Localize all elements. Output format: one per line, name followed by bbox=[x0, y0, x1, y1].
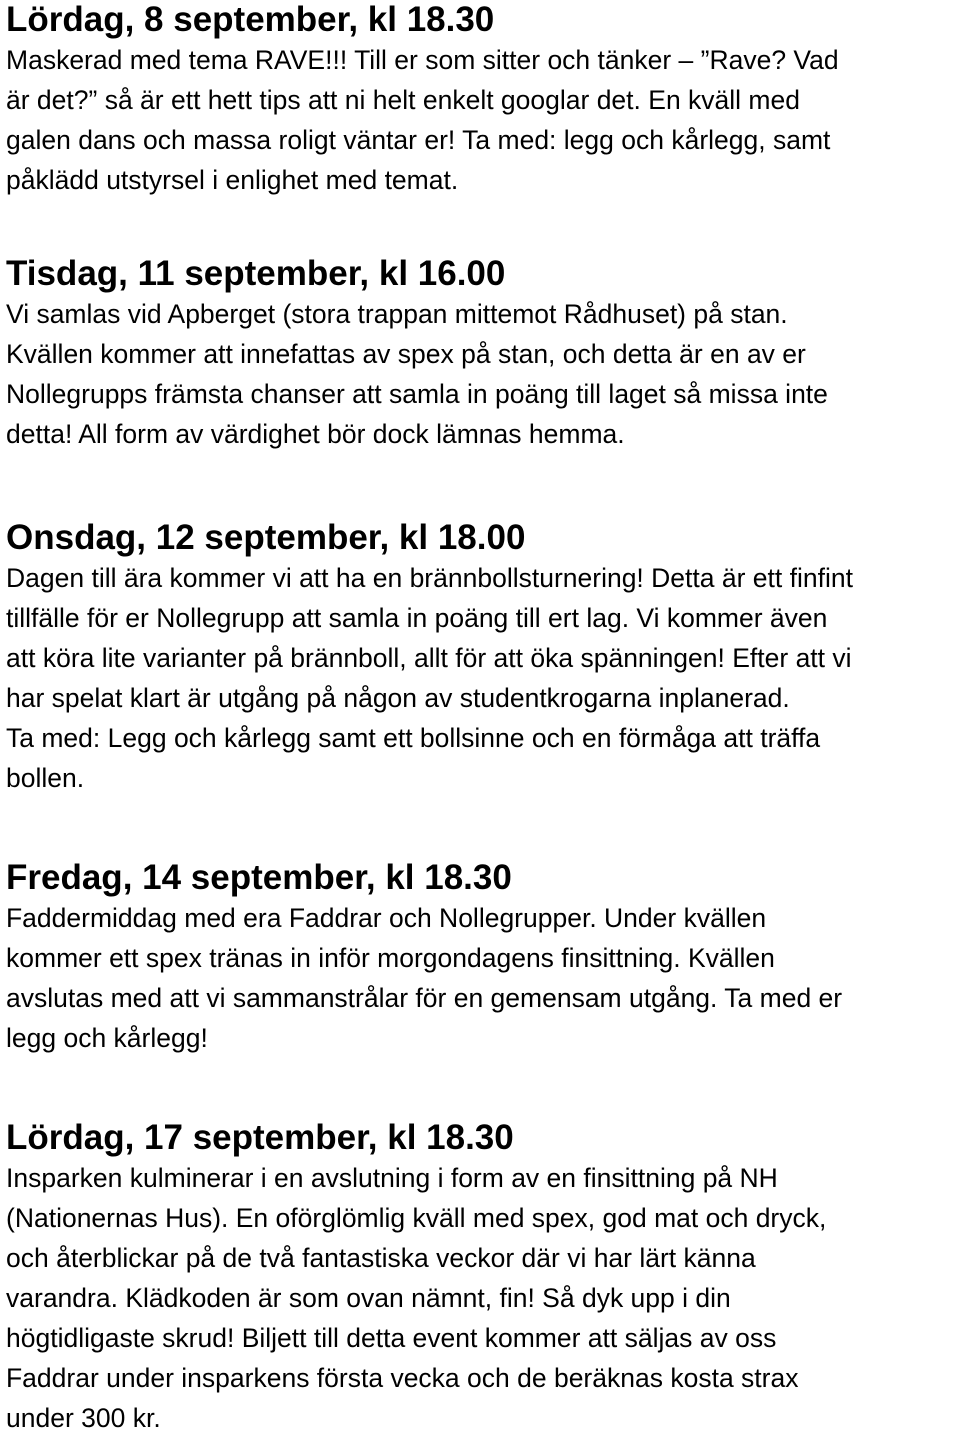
event-heading: Lördag, 8 september, kl 18.30 bbox=[6, 0, 495, 39]
event-heading: Lördag, 17 september, kl 18.30 bbox=[6, 1118, 514, 1157]
event-description bbox=[6, 1158, 826, 1438]
text-line: Insparken kulminerar i en avslutning i form av en finsittning på NH bbox=[6, 1163, 778, 1193]
text-line: påklädd utstyrsel i enlighet med temat. bbox=[6, 165, 459, 195]
text-line: galen dans och massa roligt väntar er! Ta med: legg och kårlegg, samt bbox=[6, 125, 831, 155]
text-line: Dagen till ära kommer vi att ha en brännbollsturnering! Detta är ett finfint bbox=[6, 563, 853, 593]
text-line: Maskerad med tema RAVE!!! Till er som sitter och tänker – ”Rave? Vad bbox=[6, 45, 839, 75]
text-line: och återblickar på de två fantastiska veckor där vi har lärt känna bbox=[6, 1243, 756, 1273]
event-description bbox=[6, 294, 828, 454]
text-line: avslutas med att vi sammanstrålar för en gemensam utgång. Ta med er bbox=[6, 983, 843, 1013]
text-line: Faddermiddag med era Faddrar och Nollegrupper. Under kvällen bbox=[6, 903, 767, 933]
text-line: varandra. Klädkoden är som ovan nämnt, fin! Så dyk upp i din bbox=[6, 1283, 731, 1313]
text-line: att köra lite varianter på brännboll, allt för att öka spänningen! Efter att vi bbox=[6, 643, 852, 673]
text-line: legg och kårlegg! bbox=[6, 1023, 208, 1053]
event-section-onsdag-12-september bbox=[6, 518, 853, 798]
text-line: högtidligaste skrud! Biljett till detta event kommer att säljas av oss bbox=[6, 1323, 777, 1353]
text-line: detta! All form av värdighet bör dock lämnas hemma. bbox=[6, 419, 625, 449]
event-section-lordag-17-september bbox=[6, 1118, 826, 1438]
event-heading: Onsdag, 12 september, kl 18.00 bbox=[6, 518, 526, 557]
text-line: tillfälle för er Nollegrupp att samla in poäng till ert lag. Vi kommer även bbox=[6, 603, 828, 633]
text-line: Nollegrupps främsta chanser att samla in poäng till laget så missa inte bbox=[6, 379, 828, 409]
text-line: (Nationernas Hus). En oförglömlig kväll med spex, god mat och dryck, bbox=[6, 1203, 827, 1233]
text-line: Faddrar under insparkens första vecka och de beräknas kosta strax bbox=[6, 1363, 799, 1393]
event-heading: Tisdag, 11 september, kl 16.00 bbox=[6, 254, 506, 293]
text-line: är det?” så är ett hett tips att ni helt enkelt googlar det. En kväll med bbox=[6, 85, 800, 115]
text-line: Kvällen kommer att innefattas av spex på stan, och detta är en av er bbox=[6, 339, 806, 369]
event-section-tisdag-11-september bbox=[6, 254, 828, 454]
text-line: Ta med: Legg och kårlegg samt ett bollsinne och en förmåga att träffa bbox=[6, 723, 821, 753]
text-line: Vi samlas vid Apberget (stora trappan mittemot Rådhuset) på stan. bbox=[6, 299, 788, 329]
event-description bbox=[6, 558, 853, 798]
text-line: bollen. bbox=[6, 763, 85, 793]
text-line: under 300 kr. bbox=[6, 1403, 161, 1433]
event-heading: Fredag, 14 september, kl 18.30 bbox=[6, 858, 512, 897]
text-line: har spelat klart är utgång på någon av studentkrogarna inplanerad. bbox=[6, 683, 790, 713]
event-section-lordag-8-september bbox=[6, 0, 839, 200]
event-description bbox=[6, 40, 839, 200]
text-line: kommer ett spex tränas in inför morgondagens finsittning. Kvällen bbox=[6, 943, 775, 973]
event-description bbox=[6, 898, 842, 1058]
event-section-fredag-14-september bbox=[6, 858, 842, 1058]
